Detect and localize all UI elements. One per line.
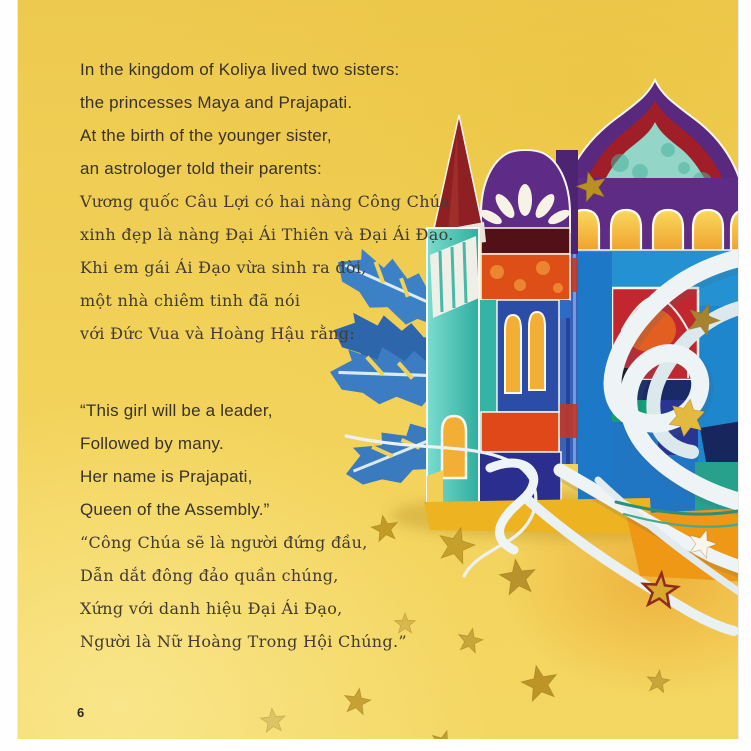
page-margin-bottom	[0, 739, 751, 751]
story-line: xinh đẹp là nàng Đại Ái Thiên và Đại Ái Đạo.	[80, 225, 454, 244]
quote-line: Her name is Prajapati,	[80, 467, 253, 486]
story-line: một nhà chiêm tinh đã nói	[80, 291, 301, 310]
story-line: an astrologer told their parents:	[80, 159, 322, 178]
quote-line: Dẫn dắt đông đảo quần chúng,	[80, 566, 339, 585]
gold-star	[497, 557, 538, 596]
quote-line: Người là Nữ Hoàng Trong Hội Chúng.”	[80, 632, 407, 651]
gold-star	[645, 669, 671, 694]
prophecy-quote-english	[80, 394, 273, 526]
page-margin-right	[738, 0, 751, 751]
quote-line: Followed by many.	[80, 434, 224, 453]
gold-star	[342, 686, 373, 716]
story-line: với Đức Vua và Hoàng Hậu rằng:	[80, 324, 356, 343]
gold-star	[518, 662, 561, 703]
gold-star	[260, 707, 287, 733]
story-line: In the kingdom of Koliya lived two sisters:	[80, 60, 400, 79]
story-line: the princesses Maya and Prajapati.	[80, 93, 353, 112]
story-line: Khi em gái Ái Đạo vừa sinh ra đời,	[80, 258, 367, 277]
quote-line: Xứng với danh hiệu Đại Ái Đạo,	[80, 599, 343, 618]
quote-line: “This girl will be a leader,	[80, 401, 273, 420]
quote-line: Queen of the Assembly.”	[80, 500, 270, 519]
page-margin-left	[0, 0, 18, 751]
gold-star	[456, 626, 485, 654]
story-line: At the birth of the younger sister,	[80, 126, 332, 145]
page-number: 6	[77, 705, 85, 720]
story-line: Vương quốc Câu Lợi có hai nàng Công Chúa	[80, 192, 451, 211]
quote-line: “Công Chúa sẽ là người đứng đầu,	[80, 533, 368, 552]
intro-paragraph	[80, 53, 454, 350]
prophecy-quote-vietnamese	[80, 526, 407, 658]
